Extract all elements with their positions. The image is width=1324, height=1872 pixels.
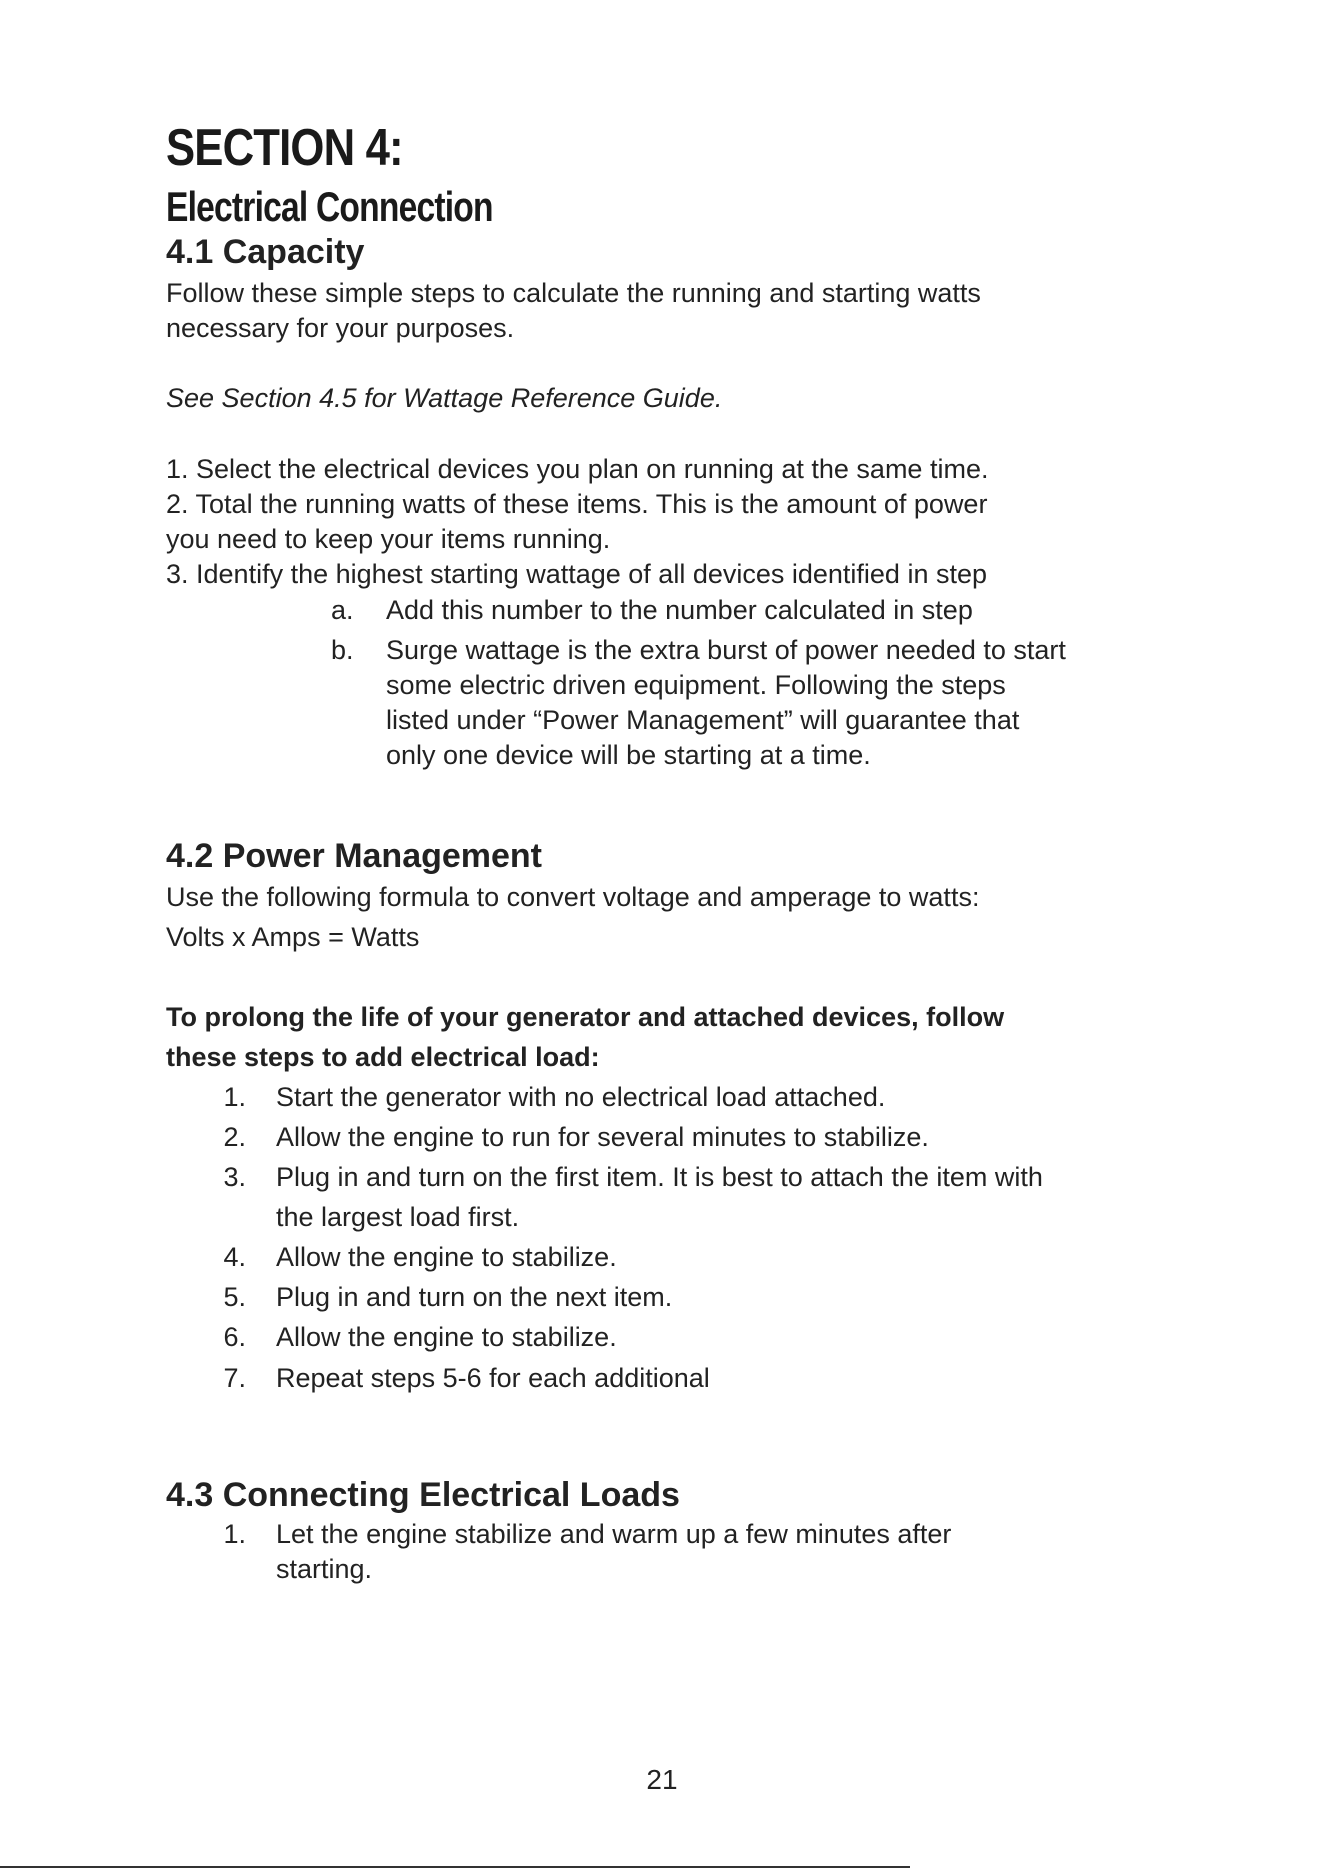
connecting-loads-heading: 4.3 Connecting Electrical Loads <box>166 1476 680 1514</box>
pm-step-5-text: Plug in and turn on the next item. <box>276 1282 673 1312</box>
pm-step-4-num: 4. <box>223 1242 246 1272</box>
capacity-heading: 4.1 Capacity <box>166 233 365 271</box>
section-title: SECTION 4: <box>166 119 403 177</box>
prolong-life-line-1: To prolong the life of your generator and attached devices, follow <box>166 1002 1005 1032</box>
pm-step-7-num: 7. <box>223 1363 246 1393</box>
pm-step-5-num: 5. <box>223 1282 246 1312</box>
pm-step-1-num: 1. <box>223 1082 246 1112</box>
pm-step-3-num: 3. <box>223 1162 246 1192</box>
formula-intro: Use the following formula to convert voltage and amperage to watts: <box>166 882 980 912</box>
page-number: 21 <box>646 1764 678 1795</box>
pm-step-4-text: Allow the engine to stabilize. <box>276 1242 617 1272</box>
section-subtitle: Electrical Connection <box>166 183 493 230</box>
capacity-step-3: 3. Identify the highest starting wattage of all devices identified in step <box>166 559 987 589</box>
capacity-step-1: 1. Select the electrical devices you plan on running at the same time. <box>166 454 989 484</box>
formula: Volts x Amps = Watts <box>166 922 420 952</box>
pm-step-2-text: Allow the engine to run for several minutes to stabilize. <box>276 1122 929 1152</box>
prolong-life-line-2: these steps to add electrical load: <box>166 1042 600 1072</box>
pm-step-3-text: Plug in and turn on the first item. It is best to attach the item with <box>276 1162 1043 1192</box>
pm-step-3-cont: the largest load first. <box>276 1202 520 1232</box>
wattage-guide-note: See Section 4.5 for Wattage Reference Guide. <box>166 383 723 413</box>
pm-step-6-text: Allow the engine to stabilize. <box>276 1322 617 1352</box>
substep-b-line-4: only one device will be starting at a time. <box>386 740 871 770</box>
substep-b-line-1: Surge wattage is the extra burst of power needed to start <box>386 635 1066 665</box>
capacity-intro-line-2: necessary for your purposes. <box>166 313 515 343</box>
cl-step-1-cont: starting. <box>276 1554 373 1584</box>
pm-step-1-text: Start the generator with no electrical load attached. <box>276 1082 886 1112</box>
bottom-rule <box>0 1866 910 1868</box>
capacity-intro-line-1: Follow these simple steps to calculate the running and starting watts <box>166 278 981 308</box>
substep-b-line-3: listed under “Power Management” will guarantee that <box>386 705 1020 735</box>
pm-step-2-num: 2. <box>223 1122 246 1152</box>
cl-step-1-num: 1. <box>223 1519 246 1549</box>
substep-b-line-2: some electric driven equipment. Following the steps <box>386 670 1006 700</box>
substep-a-marker: a. <box>331 595 354 625</box>
cl-step-1-text: Let the engine stabilize and warm up a few minutes after <box>276 1519 952 1549</box>
substep-a-text: Add this number to the number calculated in step <box>386 595 973 625</box>
capacity-step-2-cont: you need to keep your items running. <box>166 524 611 554</box>
capacity-step-2: 2. Total the running watts of these items. This is the amount of power <box>166 489 988 519</box>
pm-step-7-text: Repeat steps 5-6 for each additional <box>276 1363 710 1393</box>
substep-b-marker: b. <box>331 635 354 665</box>
pm-step-6-num: 6. <box>223 1322 246 1352</box>
power-management-heading: 4.2 Power Management <box>166 837 543 875</box>
